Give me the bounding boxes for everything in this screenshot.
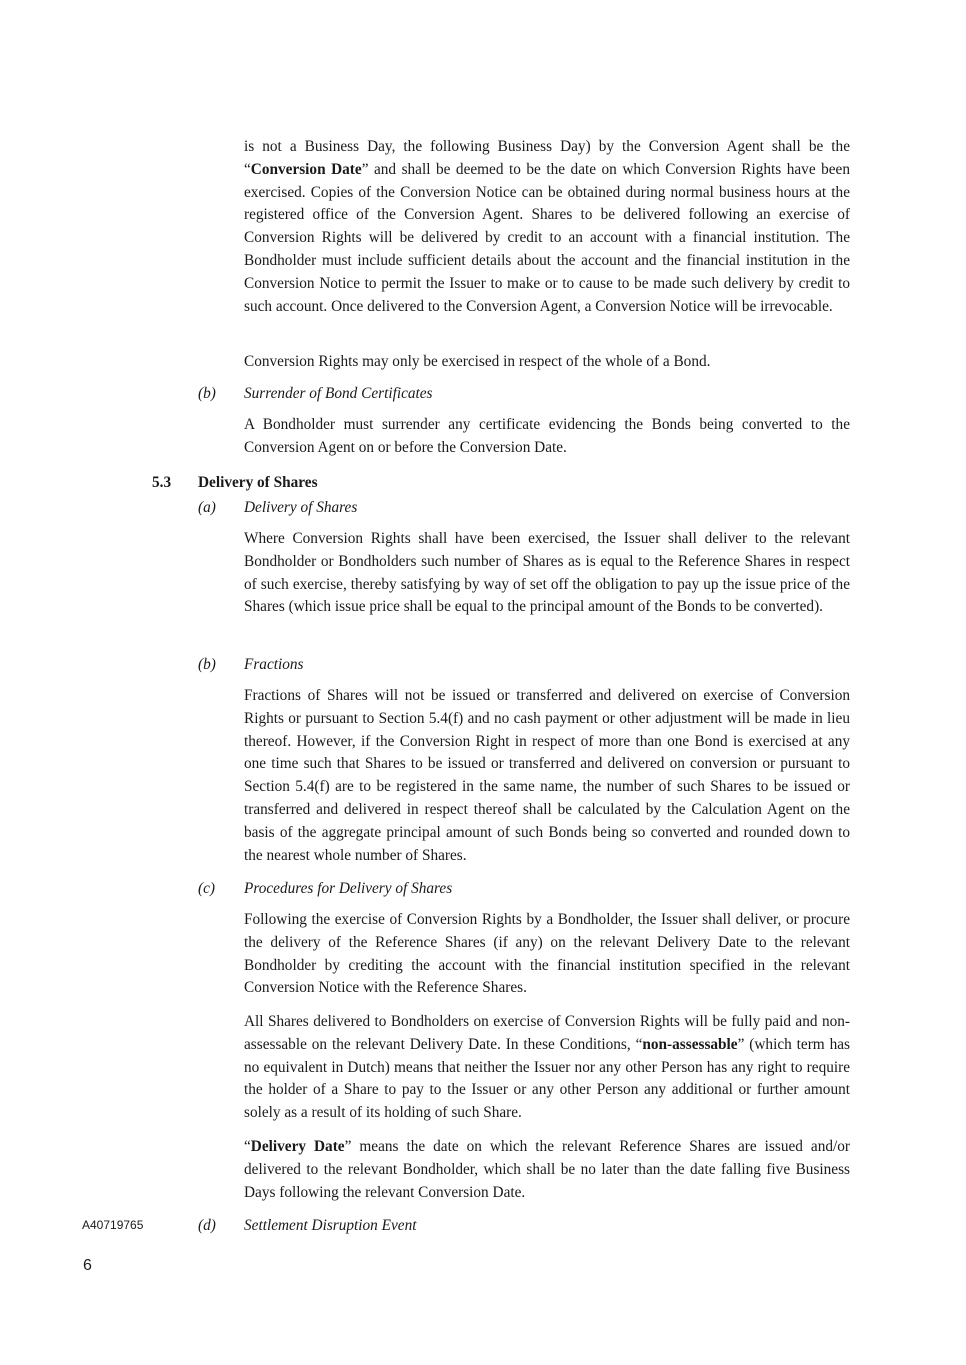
sub-b-paragraph: Fractions of Shares will not be issued or transferred and delivered on exercise of Conversion Rights or pursuant to Section 5.4(f) and no cash payment or other adjustment will be made in lieu thereof. However, if the Conversion Right in respect of more than one Bond is exercised at any one time such that Shares to be issued or transferred and delivered on conversion or pursuant to Section 5.4(f) are to be registered in the same name, the number of such Shares to be issued or transferred and delivered in respect thereof shall be calculated by the Calculation Agent on the basis of the aggregate principal amount of such Bonds being so converted and rounded down to the nearest whole number of Shares. — [244, 687, 850, 864]
sub-c-label: (c) — [198, 880, 215, 897]
sub-d-title: Settlement Disruption Event — [244, 1217, 417, 1234]
surrender-title: Surrender of Bond Certificates — [244, 385, 433, 402]
sub-c-title: Procedures for Delivery of Shares — [244, 880, 453, 897]
sub-c-text-2b: ” (which term has no equivalent in Dutch) means that neither the Issuer nor any other Person has any right to require the holder of a Share to pay to the Issuer or any other Person any additional or further amount solely as a result of its holding of such Share. — [244, 1035, 850, 1122]
sub-a-label: (a) — [198, 499, 216, 516]
sub-d-label: (d) — [198, 1217, 216, 1234]
whole-bond-paragraph: Conversion Rights may only be exercised in respect of the whole of a Bond. — [244, 353, 711, 370]
sub-c-paragraph-2 — [244, 1011, 850, 1125]
sub-c-text-3b: ” means the date on which the relevant Reference Shares are issued and/or delivered to the relevant Bondholder, which shall be no later than the date falling five Business Days following the relevant Conversion Date. — [244, 1138, 850, 1201]
surrender-label: (b) — [198, 385, 216, 402]
sub-b-title: Fractions — [244, 656, 304, 673]
intro-text-2: ” and shall be deemed to be the date on which Conversion Rights have been exercised. Copies of the Conversion Notice can be obtained during normal business hours at the registered office of the Conversion Agent. Shares to be delivered following an exercise of Conversion Rights will be delivered by credit to an account with a financial institution. The Bondholder must include sufficient details about the account and the financial institution in the Conversion Notice to permit the Issuer to make or to cause to be made such delivery by credit to such account. Once delivered to the Conversion Agent, a Conversion Notice will be irrevocable. — [244, 160, 850, 315]
sub-a-title: Delivery of Shares — [244, 499, 358, 516]
sub-b-label: (b) — [198, 656, 216, 673]
defined-term-delivery-date: Delivery Date — [250, 1138, 345, 1155]
footer-document-reference: A40719765 — [82, 1218, 144, 1232]
surrender-paragraph: A Bondholder must surrender any certificate evidencing the Bonds being converted to the Conversion Agent on or before the Conversion Date. — [244, 416, 850, 456]
section-title: Delivery of Shares — [198, 474, 318, 491]
intro-paragraph — [244, 136, 850, 318]
defined-term-conversion-date: Conversion Date — [250, 160, 362, 178]
sub-a-paragraph: Where Conversion Rights shall have been exercised, the Issuer shall deliver to the relevant Bondholder or Bondholders such number of Shares as is equal to the Reference Shares in respect of such exercise, thereby satisfying by way of set off the obligation to pay up the issue price of the Shares (which issue price shall be equal to the principal amount of the Bonds to be converted). — [244, 530, 850, 616]
defined-term-non-assessable: non-assessable — [642, 1035, 738, 1053]
sub-c-text-2a: All Shares delivered to Bondholders on exercise of Conversion Rights will be fully paid and non-assessable on the relevant Delivery Date. In these Conditions, “ — [244, 1013, 850, 1053]
sub-c-paragraph-1: Following the exercise of Conversion Rights by a Bondholder, the Issuer shall deliver, or procure the delivery of the Reference Shares (if any) on the relevant Delivery Date to the relevant Bondholder by crediting the account with the financial institution specified in the relevant Conversion Notice with the Reference Shares. — [244, 911, 850, 997]
section-number: 5.3 — [152, 474, 172, 491]
sub-c-paragraph-3 — [244, 1136, 850, 1204]
footer-page-number: 6 — [83, 1258, 92, 1274]
intro-text-1: is not a Business Day, the following Business Day) by the Conversion Agent shall be the “ — [244, 138, 850, 178]
sub-c-text-3-open: “ — [244, 1138, 251, 1155]
